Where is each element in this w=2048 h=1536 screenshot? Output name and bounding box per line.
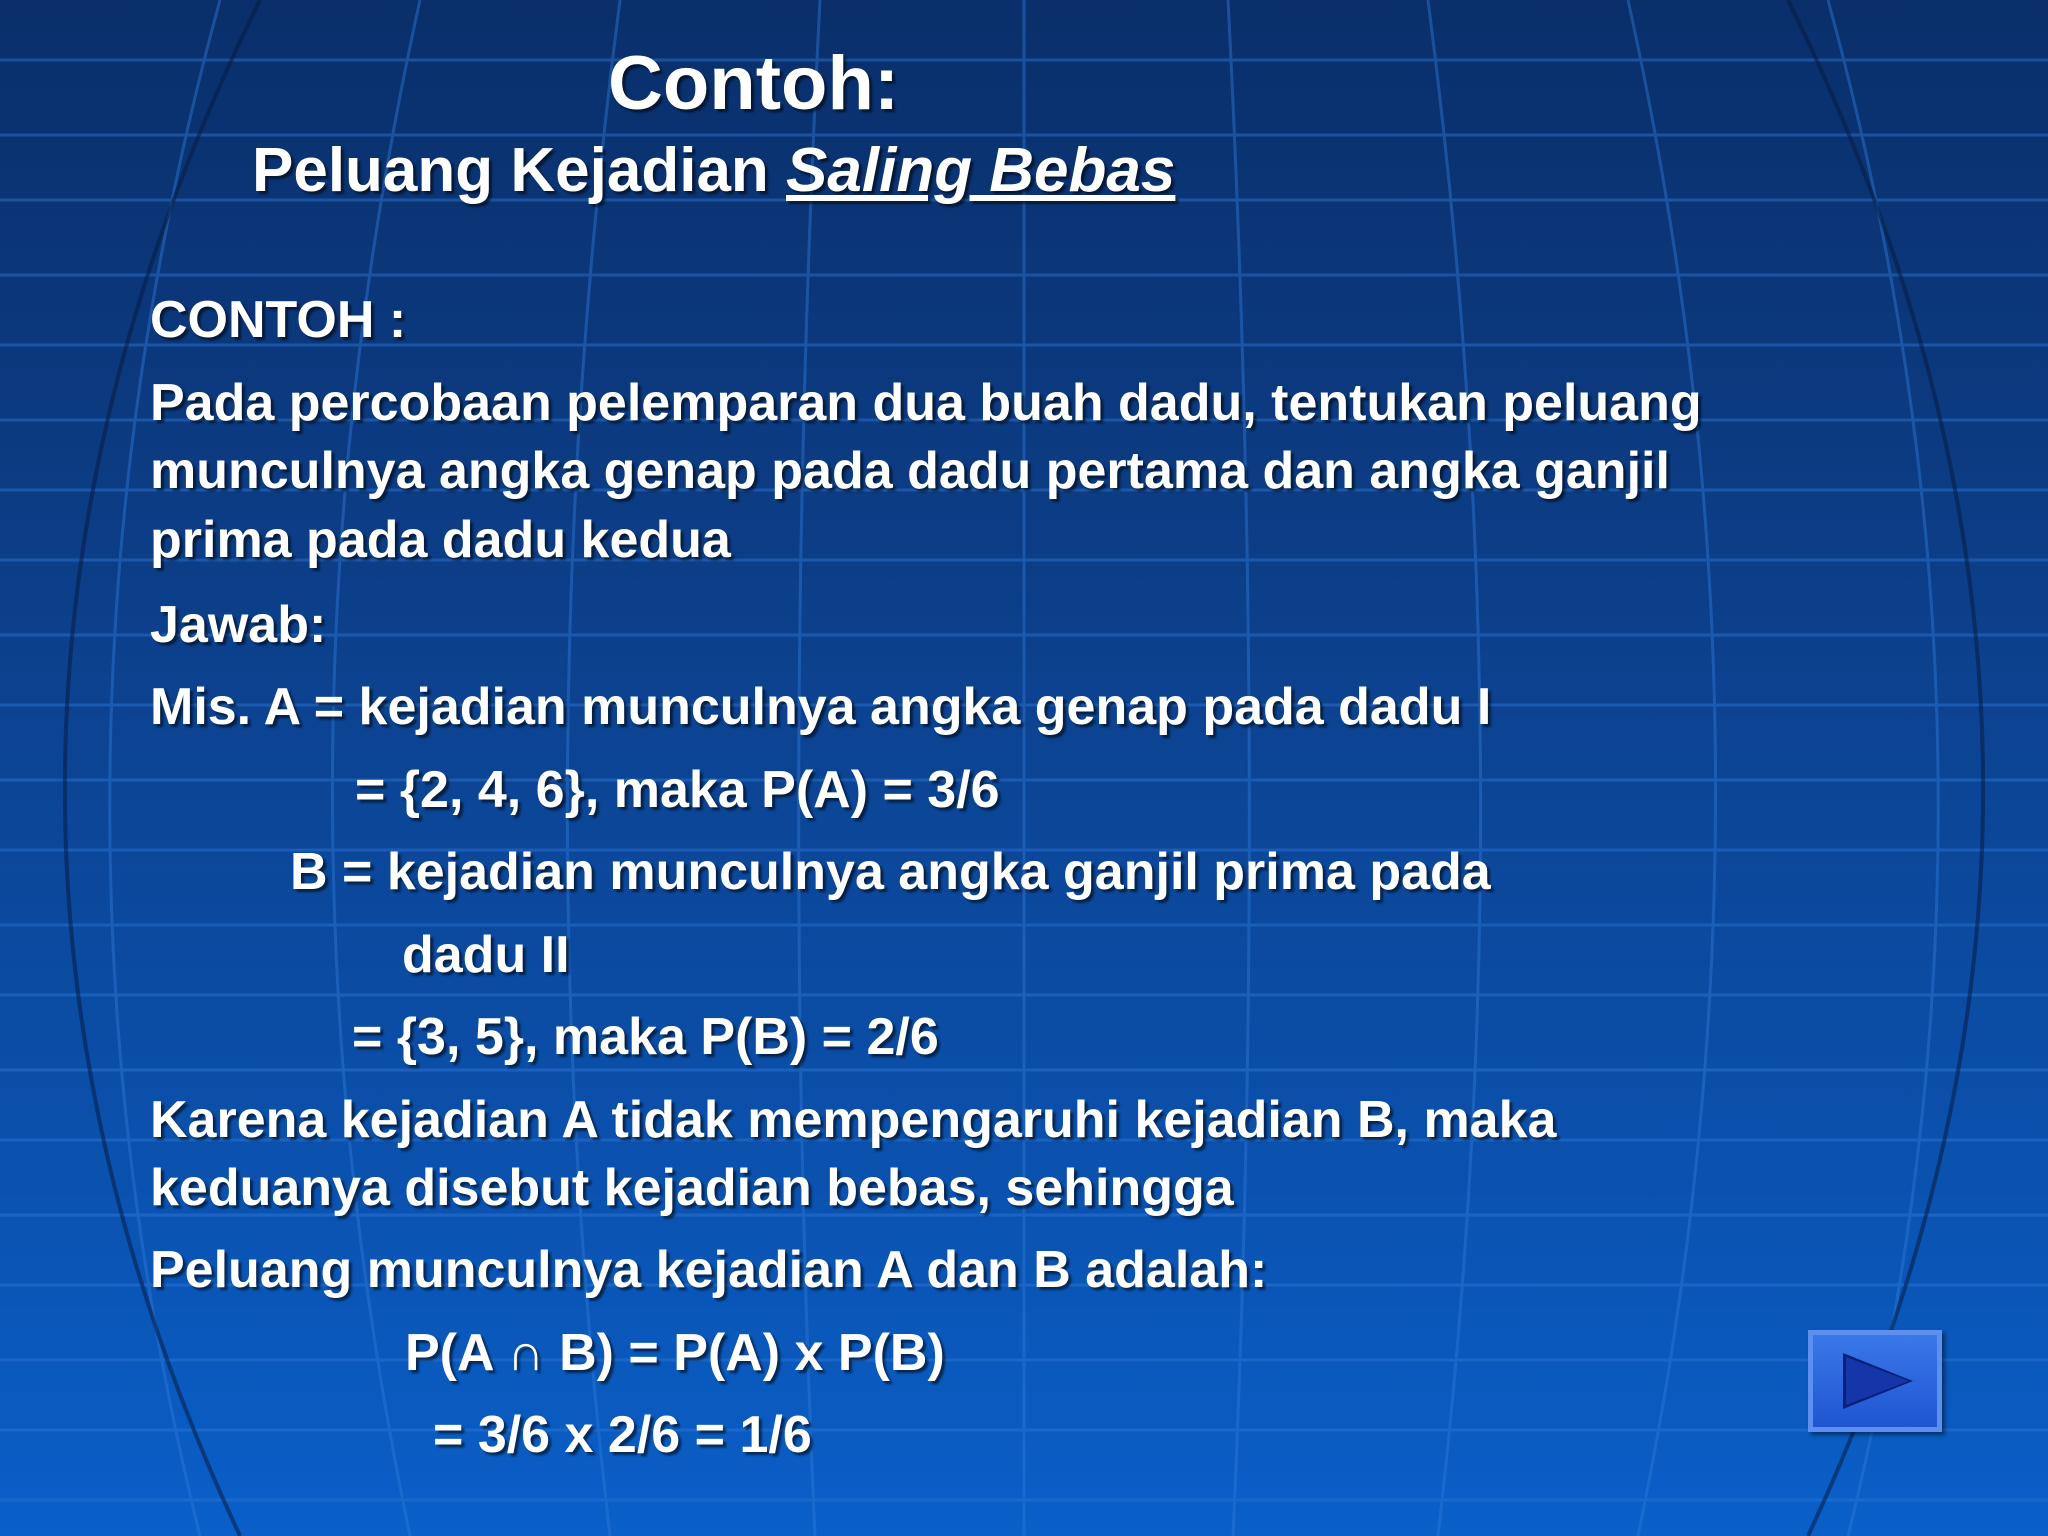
event-a-set: = {2, 4, 6}, maka P(A) = 3/6 <box>355 761 1000 819</box>
formula-line: P(A ∩ B) = P(A) x P(B) <box>405 1324 945 1382</box>
problem-line-3: prima pada dadu kedua <box>150 511 731 569</box>
conclusion-line-2: keduanya disebut kejadian bebas, sehingga <box>150 1159 1234 1217</box>
answer-heading: Jawab: <box>150 596 327 654</box>
event-b-set: = {3, 5}, maka P(B) = 2/6 <box>352 1008 939 1066</box>
result-line: = 3/6 x 2/6 = 1/6 <box>433 1406 812 1464</box>
subtitle-emphasis: Saling Bebas <box>786 136 1176 205</box>
event-b-definition: B = kejadian munculnya angka ganjil prima pada <box>290 843 1491 901</box>
example-heading: CONTOH : <box>150 291 407 349</box>
conclusion-line-1: Karena kejadian A tidak mempengaruhi kejadian B, maka <box>150 1091 1557 1149</box>
slide-subtitle <box>252 135 1175 206</box>
play-triangle-icon <box>1813 1335 1937 1427</box>
problem-line-1: Pada percobaan pelemparan dua buah dadu, tentukan peluang <box>150 374 1702 432</box>
next-slide-button[interactable] <box>1808 1330 1942 1432</box>
probability-statement: Peluang munculnya kejadian A dan B adalah: <box>150 1241 1268 1299</box>
subtitle-prefix: Peluang Kejadian <box>252 136 787 205</box>
event-a-definition: Mis. A = kejadian munculnya angka genap pada dadu I <box>150 678 1492 736</box>
slide-title: Contoh: <box>608 41 900 126</box>
event-b-definition-cont: dadu II <box>402 926 570 984</box>
problem-line-2: munculnya angka genap pada dadu pertama dan angka ganjil <box>150 442 1670 500</box>
